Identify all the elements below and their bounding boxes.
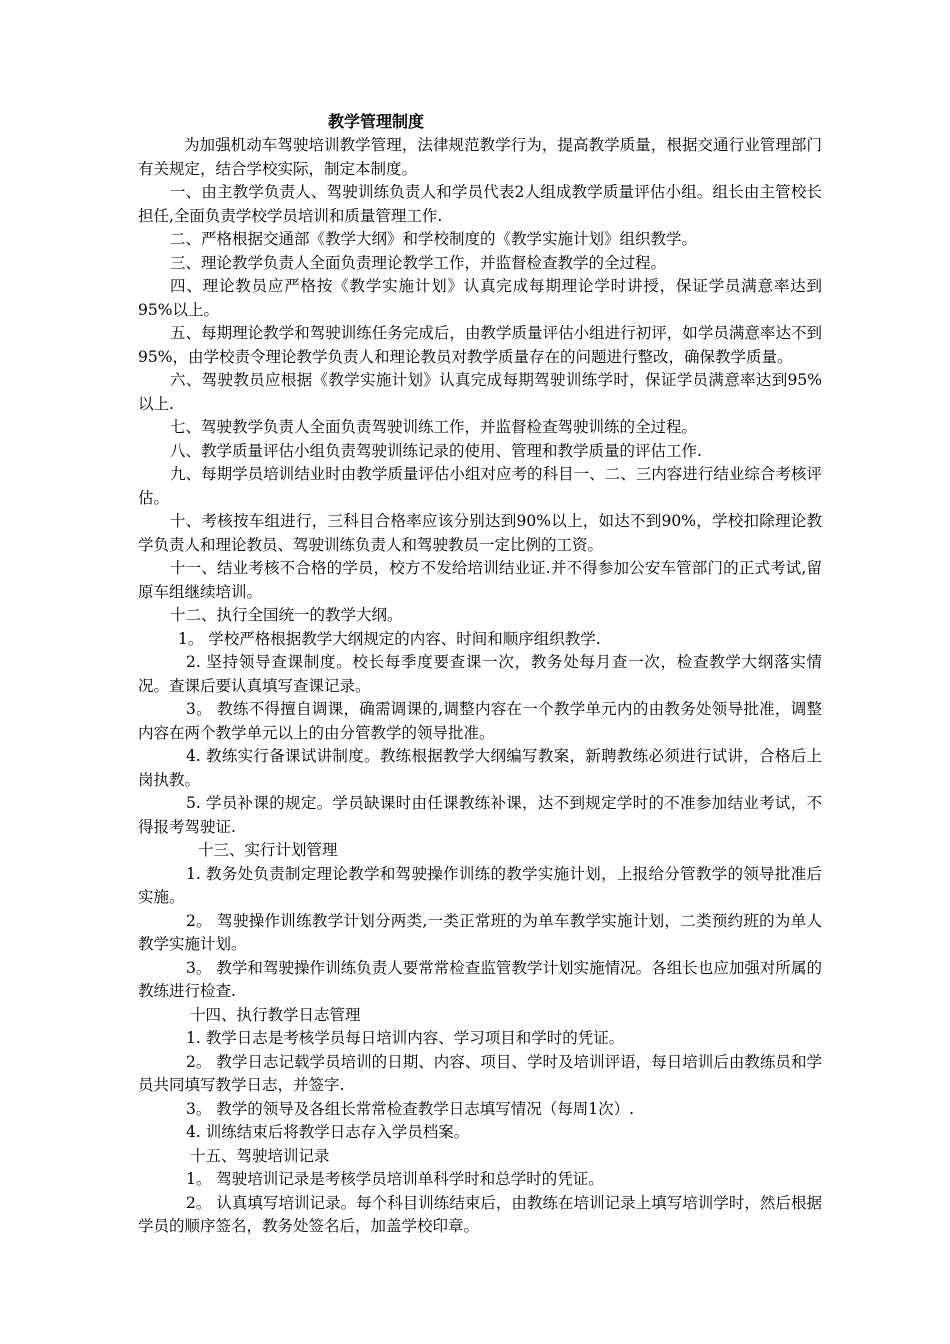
paragraph: 十四、执行教学日志管理 (190, 1005, 361, 1024)
paragraph: 七、驾驶教学负责人全面负责驾驶训练工作，并监督检查驾驶训练的全过程。 (170, 418, 698, 436)
paragraph: 十二、执行全国统一的教学大纲。 (170, 606, 403, 624)
paragraph: 3。 教学的领导及各组长常常检查教学日志填写情况（每周1次）. (186, 1099, 635, 1118)
document-page (138, 110, 822, 1239)
paragraph: 2。 认真填写培训记录。每个科目训练结束后，由教练在培训记录上填写培训学时，然后根据学员的顺序签名，教务处签名后，加盖学校印章。 (138, 1193, 822, 1235)
paragraph: 1。 学校严格根据教学大纲规定的内容、时间和顺序组织教学. (178, 629, 601, 648)
paragraph: 3。 教学和驾驶操作训练负责人要常常检查监管教学计划实施情况。各组长也应加强对所属的教练进行检查. (138, 958, 822, 1000)
paragraph: 三、理论教学负责人全面负责理论教学工作，并监督检查教学的全过程。 (170, 253, 667, 272)
paragraph: 五、每期理论教学和驾驶训练任务完成后，由教学质量评估小组进行初评，如学员满意率达不到95%，由学校责令理论教学负责人和理论教员对教学质量存在的问题进行整改，确保教学质量。 (138, 324, 822, 366)
paragraph: 九、每期学员培训结业时由教学质量评估小组对应考的科目一、二、三内容进行结业综合考核评估。 (138, 465, 822, 507)
paragraph: 十、考核按车组进行，三科目合格率应该分别达到90%以上，如达不到90%，学校扣除理论教学负责人和理论教员、驾驶训练负责人和驾驶教员一定比例的工资。 (138, 512, 822, 554)
paragraph: 十五、驾驶培训记录 (190, 1146, 330, 1165)
paragraph: 2. 坚持领导查课制度。校长每季度要查课一次，教务处每月查一次，检查教学大纲落实情况。查课后要认真填写查课记录。 (138, 653, 822, 695)
paragraph: 1. 教务处负责制定理论教学和驾驶操作训练的教学实施计划，上报给分管教学的领导批准后实施。 (138, 864, 822, 906)
paragraph: 十三、实行计划管理 (198, 841, 338, 859)
paragraph: 4. 教练实行备课试讲制度。教练根据教学大纲编写教案，新聘教练必须进行试讲，合格后上岗执教。 (138, 747, 822, 789)
paragraph: 2。 教学日志记载学员培训的日期、内容、项目、学时及培训评语，每日培训后由教练员和学员共同填写教学日志，并签字. (138, 1052, 822, 1094)
paragraph: 六、驾驶教员应根据《教学实施计划》认真完成每期驾驶训练学时，保证学员满意率达到95%以上. (138, 371, 822, 413)
paragraph: 二、严格根据交通部《教学大纲》和学校制度的《教学实施计划》组织教学。 (170, 230, 698, 248)
document-body (138, 134, 822, 1239)
paragraph: 十一、结业考核不合格的学员，校方不发给培训结业证.并不得参加公安车管部门的正式考试,留原车组继续培训。 (138, 559, 822, 601)
paragraph: 八、教学质量评估小组负责驾驶训练记录的使用、管理和教学质量的评估工作. (170, 441, 702, 460)
paragraph: 1. 教学日志是考核学员每日培训内容、学习项目和学时的凭证。 (186, 1029, 625, 1047)
document-title: 教学管理制度 (328, 112, 425, 131)
paragraph: 2。 驾驶操作训练教学计划分两类,一类正常班的为单车教学实施计划，二类预约班的为单人教学实施计划。 (138, 911, 822, 953)
paragraph: 4. 训练结束后将教学日志存入学员档案。 (186, 1123, 470, 1141)
paragraph: 5. 学员补课的规定。学员缺课时由任课教练补课，达不到规定学时的不准参加结业考试，不得报考驾驶证. (138, 794, 822, 836)
paragraph: 3。 教练不得擅自调课，确需调课的,调整内容在一个教学单元内的由教务处领导批准，调整内容在两个教学单元以上的由分管教学的领导批准。 (138, 700, 822, 742)
paragraph: 1。 驾驶培训记录是考核学员培训单科学时和总学时的凭证。 (186, 1170, 604, 1188)
paragraph: 四、理论教员应严格按《教学实施计划》认真完成每期理论学时讲授，保证学员满意率达到95%以上。 (138, 277, 822, 319)
paragraph: 一、由主教学负责人、驾驶训练负责人和学员代表2人组成教学质量评估小组。组长由主管校长担任,全面负责学校学员培训和质量管理工作. (138, 183, 822, 225)
paragraph: 为加强机动车驾驶培训教学管理，法律规范教学行为，提高教学质量，根据交通行业管理部门有关规定，结合学校实际，制定本制度。 (138, 136, 822, 178)
